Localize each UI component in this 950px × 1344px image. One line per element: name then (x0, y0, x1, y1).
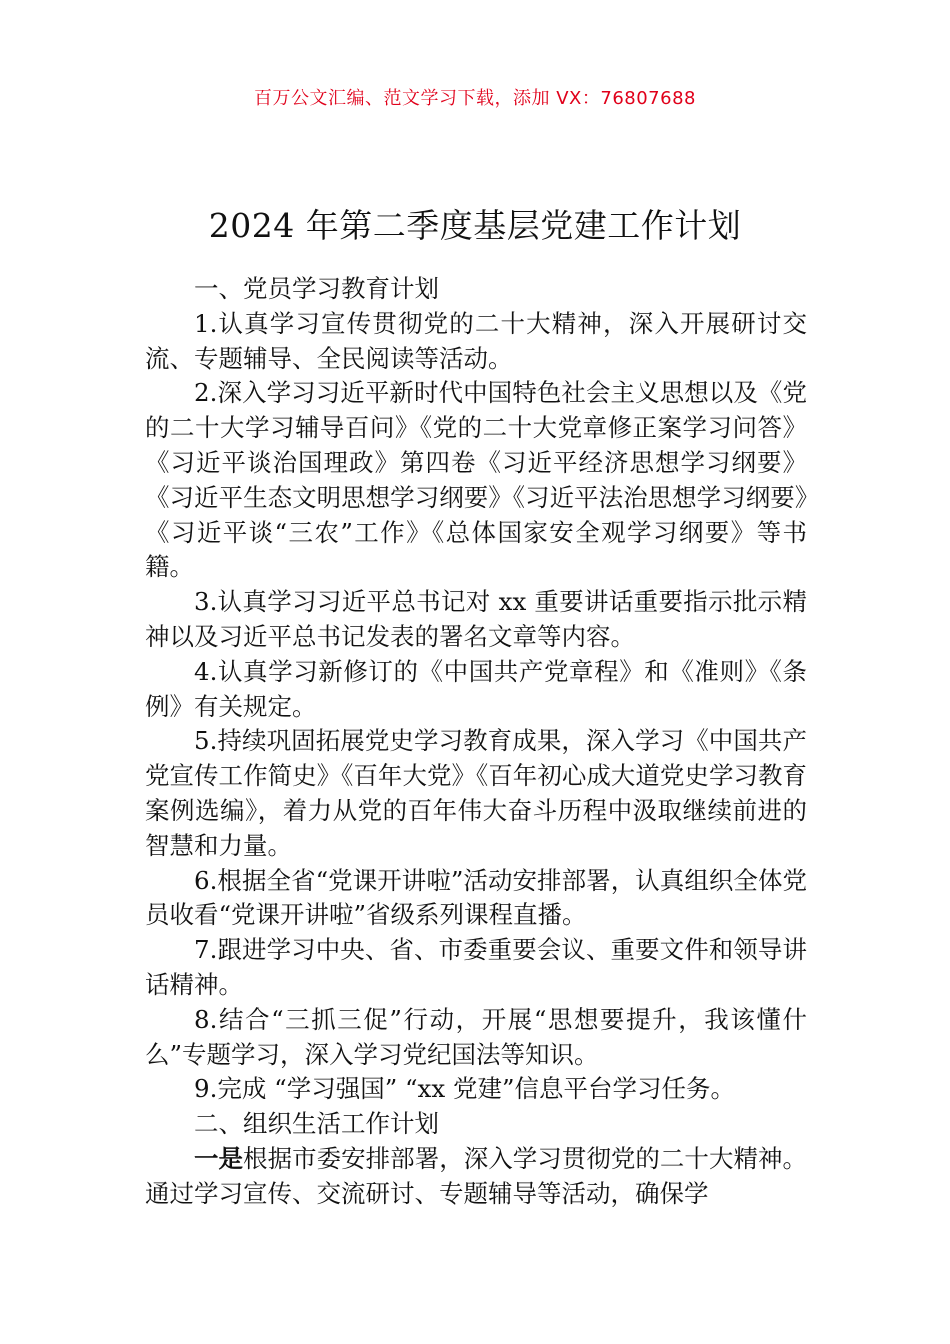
document-body (145, 272, 807, 1212)
list-item: 8.结合“三抓三促”行动，开展“思想要提升，我该懂什么”专题学习，深入学习党纪国法等知识。 (145, 1004, 807, 1069)
list-item: 7.跟进学习中央、省、市委重要会议、重要文件和领导讲话精神。 (145, 935, 807, 999)
document-title: 2024 年第二季度基层党建工作计划 (208, 206, 742, 246)
section-heading: 二、组织生活工作计划 (194, 1109, 439, 1139)
watermark-header: 百万公文汇编、范文学习下载，添加 VX：76807688 (254, 88, 696, 109)
list-item: 3.认真学习习近平总书记对 xx 重要讲话重要指示批示精神以及习近平总书记发表的署名文章等内容。 (145, 587, 807, 651)
list-item: 5.持续巩固拓展党史学习教育成果，深入学习《中国共产党宣传工作简史》《百年大党》《百年初心成大道党史学习教育案例选编》，着力从党的百年伟大奋斗历程中汲取继续前进的智慧和力量。 (145, 726, 807, 860)
paragraph-text: 根据市委安排部署，深入学习贯彻党的二十大精神。通过学习宣传、交流研讨、专题辅导等活动，确保学 (145, 1143, 808, 1208)
list-item: 4.认真学习新修订的《中国共产党章程》和《准则》《条例》有关规定。 (145, 656, 807, 721)
paragraph (145, 1142, 807, 1212)
list-item: 2.深入学习习近平新时代中国特色社会主义思想以及《党的二十大学习辅导百问》《党的二十大党章修正案学习问答》《习近平谈治国理政》第四卷《习近平经济思想学习纲要》《习近平生态文明思想学习纲要》《习近平法治思想学习纲要》《习近平谈“三农”工作》《总体国家安全观学习纲要》等书籍。 (145, 378, 807, 582)
list-item: 6.根据全省“党课开讲啦”活动安排部署，认真组织全体党员收看“党课开讲啦”省级系列课程直播。 (145, 865, 807, 930)
list-item: 9.完成 “学习强国” “xx 党建”信息平台学习任务。 (194, 1074, 735, 1104)
section-heading: 一、党员学习教育计划 (194, 274, 439, 303)
paragraph-lead: 一是 (194, 1143, 244, 1173)
list-item: 1.认真学习宣传贯彻党的二十大精神，深入开展研讨交流、专题辅导、全民阅读等活动。 (145, 308, 807, 373)
